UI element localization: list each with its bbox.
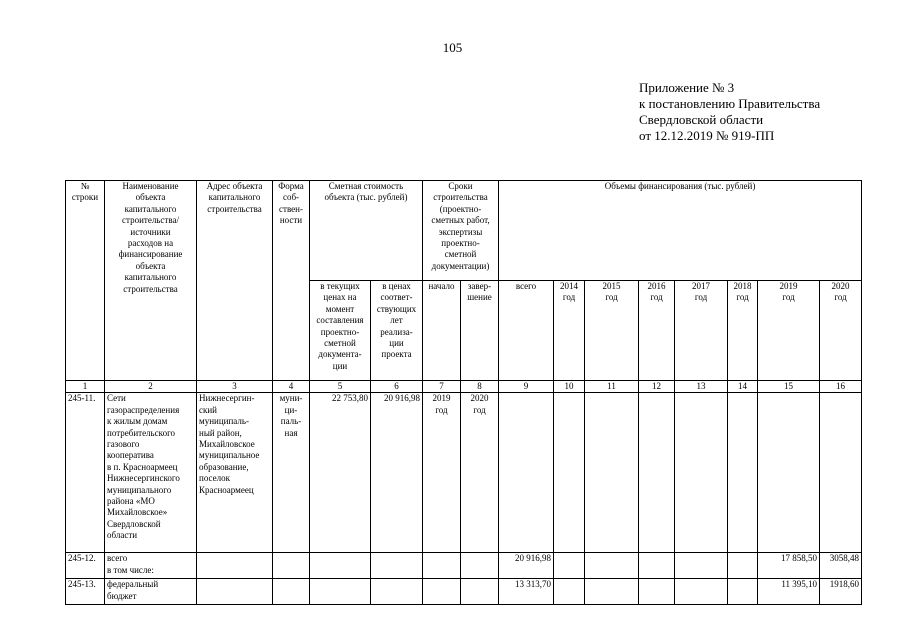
column-number: 15 [758, 381, 820, 393]
column-number: 4 [273, 381, 310, 393]
funding-2018 [728, 553, 758, 579]
header-year-2015: 2015 год [585, 281, 639, 381]
funding-2016 [639, 579, 675, 605]
object-address [197, 553, 273, 579]
header-year-2014: 2014 год [554, 281, 585, 381]
funding-2019: 17 858,50 [758, 553, 820, 579]
cost-year-prices: 20 916,98 [371, 393, 423, 553]
end-year [461, 553, 499, 579]
ownership-form: муни- ци- паль- ная [273, 393, 310, 553]
ownership-form [273, 553, 310, 579]
cost-current-prices [310, 553, 371, 579]
header-cost-current-prices: в текущих ценах на момент составления проектно- сметной документа- ции [310, 281, 371, 381]
header-total: всего [499, 281, 554, 381]
column-number: 12 [639, 381, 675, 393]
funding-2017 [675, 579, 728, 605]
column-number: 7 [423, 381, 461, 393]
funding-2020: 3058,48 [820, 553, 862, 579]
header-object-name: Наименование объекта капитального строительства/ источники расходов на финансирование объекта капитального строительства [105, 181, 197, 381]
end-year [461, 579, 499, 605]
header-construction-terms: Сроки строительства (проектно- сметных работ, экспертизы проектно- сметной документации) [423, 181, 499, 281]
header-year-2020: 2020 год [820, 281, 862, 381]
header-row-number: № строки [66, 181, 105, 381]
object-name: Сети газораспределения к жилым домам потребительского газового кооператива в п. Красноармеец Нижнесергинского муниципального района «МО Михайловское» Свердловской области [105, 393, 197, 553]
header-estimated-cost: Сметная стоимость объекта (тыс. рублей) [310, 181, 423, 281]
start-year: 2019 год [423, 393, 461, 553]
funding-2017 [675, 553, 728, 579]
appendix-line: Свердловской области [639, 112, 764, 127]
object-address: Нижнесергин- ский муниципаль- ный район, Михайловское муниципальное образование, поселок Красноармеец [197, 393, 273, 553]
funding-2014 [554, 553, 585, 579]
ownership-form [273, 579, 310, 605]
row-number: 245-13. [66, 579, 105, 605]
column-number: 6 [371, 381, 423, 393]
cost-current-prices: 22 753,80 [310, 393, 371, 553]
appendix-line: от 12.12.2019 № 919-ПП [639, 128, 775, 143]
header-year-2017: 2017 год [675, 281, 728, 381]
table-row [66, 553, 862, 579]
column-number: 10 [554, 381, 585, 393]
header-row [66, 181, 862, 281]
funding-2014 [554, 579, 585, 605]
column-number: 8 [461, 381, 499, 393]
funding-2016 [639, 393, 675, 553]
appendix-line: к постановлению Правительства [639, 96, 821, 111]
funding-2016 [639, 553, 675, 579]
row-number: 245-11. [66, 393, 105, 553]
start-year [423, 579, 461, 605]
funding-2020: 1918,60 [820, 579, 862, 605]
object-name: федеральный бюджет [105, 579, 197, 605]
cost-year-prices [371, 579, 423, 605]
column-number: 14 [728, 381, 758, 393]
appendix-header [639, 80, 820, 144]
funding-2014 [554, 393, 585, 553]
funding-2015 [585, 553, 639, 579]
funding-total: 13 313,70 [499, 579, 554, 605]
column-number: 3 [197, 381, 273, 393]
column-number: 11 [585, 381, 639, 393]
table-row [66, 579, 862, 605]
column-numbers-row [66, 381, 862, 393]
column-number: 13 [675, 381, 728, 393]
funding-2018 [728, 579, 758, 605]
header-start: начало [423, 281, 461, 381]
object-name: всего в том числе: [105, 553, 197, 579]
header-end: завер- шение [461, 281, 499, 381]
table-row [66, 393, 862, 553]
header-ownership: Форма соб- ствен- ности [273, 181, 310, 381]
cost-year-prices [371, 553, 423, 579]
funding-2019: 11 395,10 [758, 579, 820, 605]
funding-2019 [758, 393, 820, 553]
header-year-2018: 2018 год [728, 281, 758, 381]
appendix-line: Приложение № 3 [639, 80, 735, 95]
header-cost-year-prices: в ценах соответ- ствующих лет реализа- ции проекта [371, 281, 423, 381]
row-number: 245-12. [66, 553, 105, 579]
start-year [423, 553, 461, 579]
column-number: 5 [310, 381, 371, 393]
object-address [197, 579, 273, 605]
column-number: 1 [66, 381, 105, 393]
column-number: 9 [499, 381, 554, 393]
funding-2018 [728, 393, 758, 553]
header-funding-volumes: Объемы финансирования (тыс. рублей) [499, 181, 862, 281]
funding-2020 [820, 393, 862, 553]
page-number: 105 [442, 40, 463, 55]
column-number: 16 [820, 381, 862, 393]
funding-total: 20 916,98 [499, 553, 554, 579]
financing-table [65, 180, 862, 605]
header-address: Адрес объекта капитального строительства [197, 181, 273, 381]
funding-2017 [675, 393, 728, 553]
end-year: 2020 год [461, 393, 499, 553]
column-number: 2 [105, 381, 197, 393]
header-year-2019: 2019 год [758, 281, 820, 381]
funding-2015 [585, 393, 639, 553]
funding-total [499, 393, 554, 553]
header-year-2016: 2016 год [639, 281, 675, 381]
cost-current-prices [310, 579, 371, 605]
funding-2015 [585, 579, 639, 605]
